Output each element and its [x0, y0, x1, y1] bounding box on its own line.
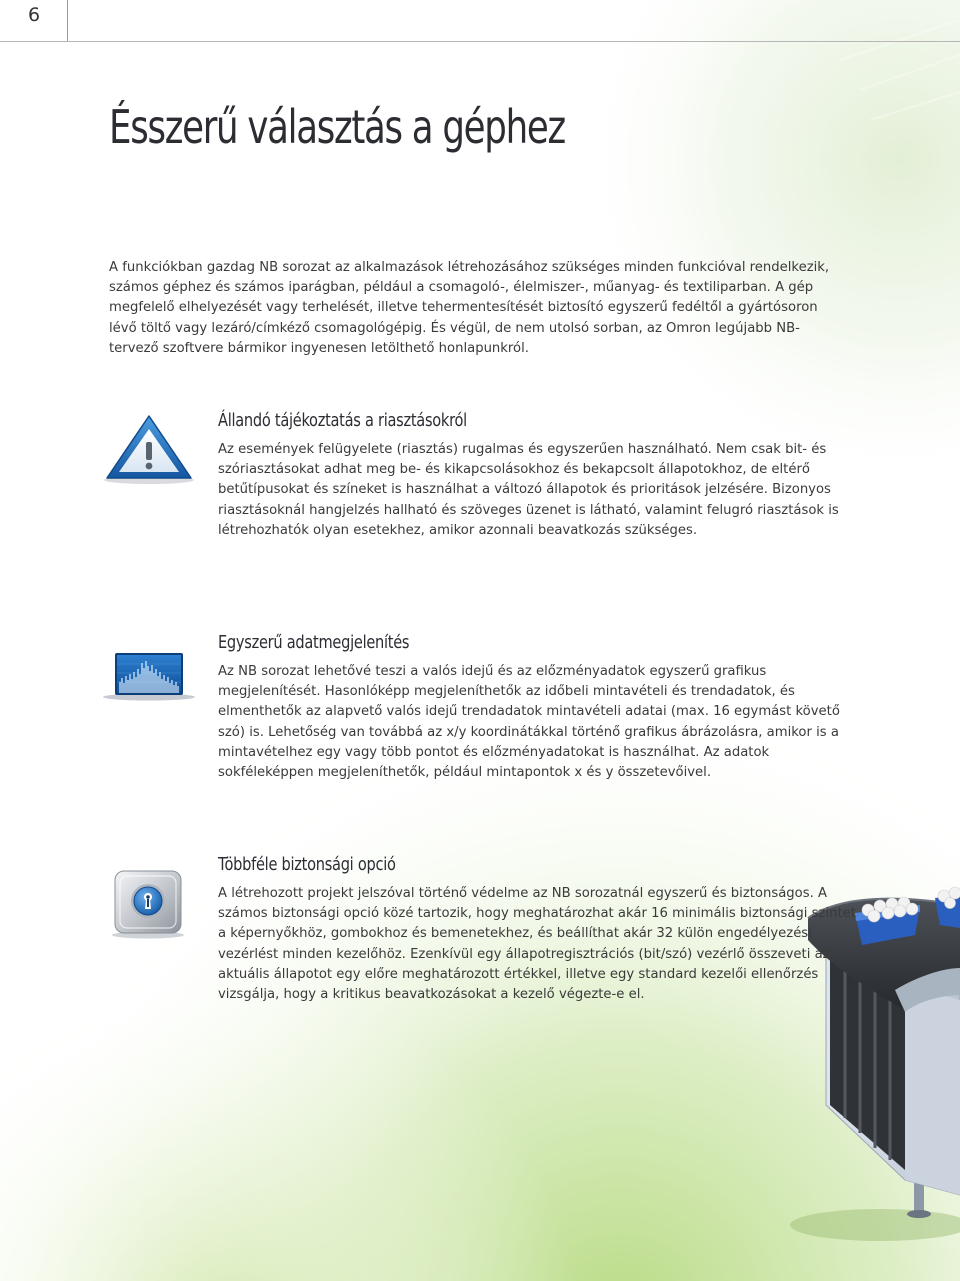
intro-paragraph: A funkciókban gazdag NB sorozat az alkalmazások létrehozásához szükséges minden funkcióval rendelkezik, számos géphez és számos iparágban, például a csomagoló-, élelmiszer-, műanyag- és textiliparban. A gép megfelelő elhelyezését vagy terhelését, illetve tehermentesítését biztosító egyszerű fedéltől a gyártósoron lévő töltő vagy lezáró/címkéző csomagológépig. És végül, de nem utolsó sorban, az Omron legújabb NB-tervező szoftvere bármikor ingyenesen letölthető honlapunkról.: [109, 260, 830, 356]
section-body-alarms: Az események felügyelete (riasztás) rugalmas és egyszerűen használható. Nem csak bit- és szóriasztásokat adhat meg be- és kikapcsolásokhoz és bekapcsolt állapotokhoz, de eltérő betűtípusokat és színeket is használhat a változó állapotok és prioritások jelzésére. Bizonyos riasztásoknál hangjelzés hallható és szöveges üzenet is látható, valamint felugró riasztások is létrehozhatók olyan esetekhez, amikor azonnali beavatkozás szükséges.: [218, 442, 839, 538]
section-security: [218, 854, 868, 1005]
warning-triangle-icon: [102, 412, 196, 486]
data-graph-icon: [102, 650, 196, 702]
section-data-display: [218, 632, 868, 783]
section-body-security: A létrehozott projekt jelszóval történő védelme az NB sorozatnál egyszerű és biztonságos. A számos biztonsági opció közé tartozik, hogy meghatározhat akár 16 minimális biztonsági szintet a képernyőkhöz, gombokhoz és bemenetekhez, és beállíthat akár 32 külön engedélyezési vezérlést minden kezelőhöz. Ezenkívül egy állapotregisztrációs (bit/szó) vezérlő összeveti az aktuális állapotot egy előre meghatározott értékkel, illetve egy standard kezelői ellenőrzés vizsgálja, hogy a kritikus beavatkozásokat a kezelő végezte-e el.: [218, 886, 856, 1003]
section-heading-data-display: Egyszerű adatmegjelenítés: [218, 632, 410, 653]
section-alarms: [218, 410, 868, 541]
header-rule: [0, 41, 960, 42]
page-number: 6: [28, 4, 41, 26]
page-title: Ésszerű választás a géphez: [109, 100, 565, 154]
section-heading-security: Többféle biztonsági opció: [218, 854, 396, 875]
safe-lock-icon: [108, 866, 188, 940]
page-number-divider: [67, 0, 68, 41]
section-body-data-display: Az NB sorozat lehetővé teszi a valós idejű és az előzményadatok egyszerű grafikus megjelenítését. Hasonlóképp megjeleníthetők az időbeli mintavételi és trendadatok, és elmenthetők az alapvető valós idejű trendadatok mintavételi adatai (max. 16 egymást követő szó) is. Lehetőség van továbbá az x/y koordinátákkal történő grafikus ábrázolásra, amikor is a mintavételhez egy vagy több pontot és előzményadatokat is használhat. Az adatok sokféleképpen megjeleníthetők, például mintapontok x és y összetevőivel.: [218, 664, 840, 781]
section-heading-alarms: Állandó tájékoztatás a riasztásokról: [218, 410, 467, 431]
